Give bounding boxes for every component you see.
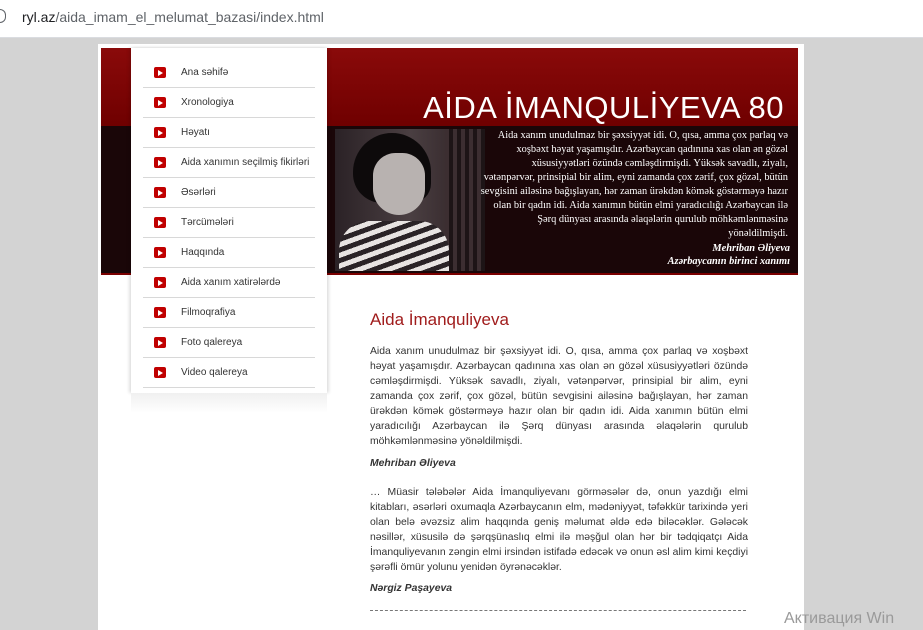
banner-sign-name: Mehriban Əliyeva [712, 243, 790, 254]
play-bullet-icon [154, 337, 166, 348]
web-page [98, 44, 804, 630]
quote-paragraph-1: Aida xanım unudulmaz bir şəxsiyyət idi. O, qısa, amma çox parlaq və xoşbəxt həyat yaşamışdır. Azərbaycan qadınına xas olan ən gözəl xüsusiyyətləri özündə cəmləşdirmişdi. Yüksək savadlı, ziyalı, vətənpərvər, prinsipial bir alim, eyni zamanda çox zərif, çox gözəl, bütün sevgisini ailəsinə bağışlayan, hər zaman ürəkdən kömək göstərməyə hazır olan bir qadın idi. Aida xanımın bütün elmi yaradıcılığı Azərbaycan ilə Şərq dünyası arasında əlaqələrin qurulub möhkəmlənməsinə yönəldilmişdi. [370, 346, 748, 447]
quote-author-1: Mehriban Əliyeva [370, 458, 456, 469]
banner-signature [668, 242, 790, 268]
banner-quote: Aida xanım unudulmaz bir şəxsiyyət idi. O, qısa, amma çox parlaq və xoşbəxt həyat yaşamışdır. Azərbaycan qadınına xas olan ən gözəl xüsusiyyətləri özündə cəmləşdirmişdi. Yüksək savadlı, ziyalı, vətənpərvər, prinsipial bir alim, eyni zamanda çox zərif, çox gözəl, bütün sevgisini ailəsinə bağışlayan, hər zaman ürəkdən kömək göstərməyə hazır olan bir qadın idi. Aida xanımın bütün elmi yaradıcılığı Azərbaycan ilə Şərq dünyası arasında əlaqələrin qurulub möhkəmlənməsinə yönəldilmişdi. [480, 130, 788, 239]
sidebar-item-label: Filmoqrafiya [181, 307, 236, 318]
sidebar-item-label: Ana səhifə [181, 67, 229, 78]
sidebar-item-label: Video qalereya [181, 367, 248, 378]
play-bullet-icon [154, 367, 166, 378]
play-bullet-icon [154, 307, 166, 318]
activation-watermark: Активация Win [784, 610, 895, 627]
portrait-photo [335, 129, 485, 271]
site-info-icon[interactable] [0, 9, 6, 23]
sidebar-item[interactable] [143, 328, 315, 358]
sidebar-item[interactable] [143, 88, 315, 118]
sidebar-item-label: Tərcümələri [181, 217, 234, 228]
quote-author-2: Nərgiz Paşayeva [370, 583, 453, 594]
sidebar-item[interactable] [143, 238, 315, 268]
quote-paragraph-2: … Müasir tələbələr Aida İmanquliyevanı görməsələr də, onun yazdığı elmi kitabları, əsərləri oxumaqla Azərbaycanın elm, mədəniyyət, təfəkkür tarixində yeri olan belə əvəzsiz alim haqqında geniş məlumat əldə edə biləcəklər. Gələcək nəsillər, xüsusilə də şərqşünaslıq elmi ilə məşğul olan hər bir tədqiqatçı Aida İmanquliyevanın zəngin elmi irsindən istifadə edəcək və onun əsl alim kimi keçdiyi şərəfli ömür yolunu yenidən öyrənəcəklər. [370, 487, 748, 573]
sidebar-item[interactable] [143, 358, 315, 388]
play-bullet-icon [154, 217, 166, 228]
sidebar-item[interactable] [143, 118, 315, 148]
sidebar-item-label: Haqqında [181, 247, 225, 258]
sidebar-item-label: Həyatı [181, 127, 210, 138]
sidebar-item-label: Foto qalereya [181, 337, 243, 348]
play-bullet-icon [154, 157, 166, 168]
banner-title: AİDA İMANQULİYEVA 80 [423, 90, 784, 125]
sidebar-item-label: Aida xanımın seçilmiş fikirləri [181, 157, 310, 168]
banner-sign-role: Azərbaycanın birinci xanımı [667, 256, 790, 267]
play-bullet-icon [154, 187, 166, 198]
sidebar-item[interactable] [143, 148, 315, 178]
sidebar-item[interactable] [143, 208, 315, 238]
play-bullet-icon [154, 127, 166, 138]
address-bar[interactable] [0, 0, 923, 38]
dashed-separator [370, 610, 746, 611]
url-text[interactable] [22, 9, 324, 25]
url-host: ryl.az [22, 9, 56, 25]
page-title: Aida İmanquliyeva [370, 310, 509, 329]
sidebar-item[interactable] [143, 58, 315, 88]
sidebar-item-label: Əsərləri [181, 187, 216, 198]
sidebar-item[interactable] [143, 178, 315, 208]
play-bullet-icon [154, 247, 166, 258]
menu-shadow [131, 393, 327, 413]
play-bullet-icon [154, 277, 166, 288]
sidebar-item[interactable] [143, 298, 315, 328]
sidebar-menu [131, 48, 327, 393]
url-path: /aida_imam_el_melumat_bazasi/index.html [55, 9, 324, 25]
sidebar-item-label: Aida xanım xatirələrdə [181, 277, 281, 288]
sidebar-item[interactable] [143, 268, 315, 298]
play-bullet-icon [154, 97, 166, 108]
sidebar-item-label: Xronologiya [181, 97, 234, 108]
play-bullet-icon [154, 67, 166, 78]
